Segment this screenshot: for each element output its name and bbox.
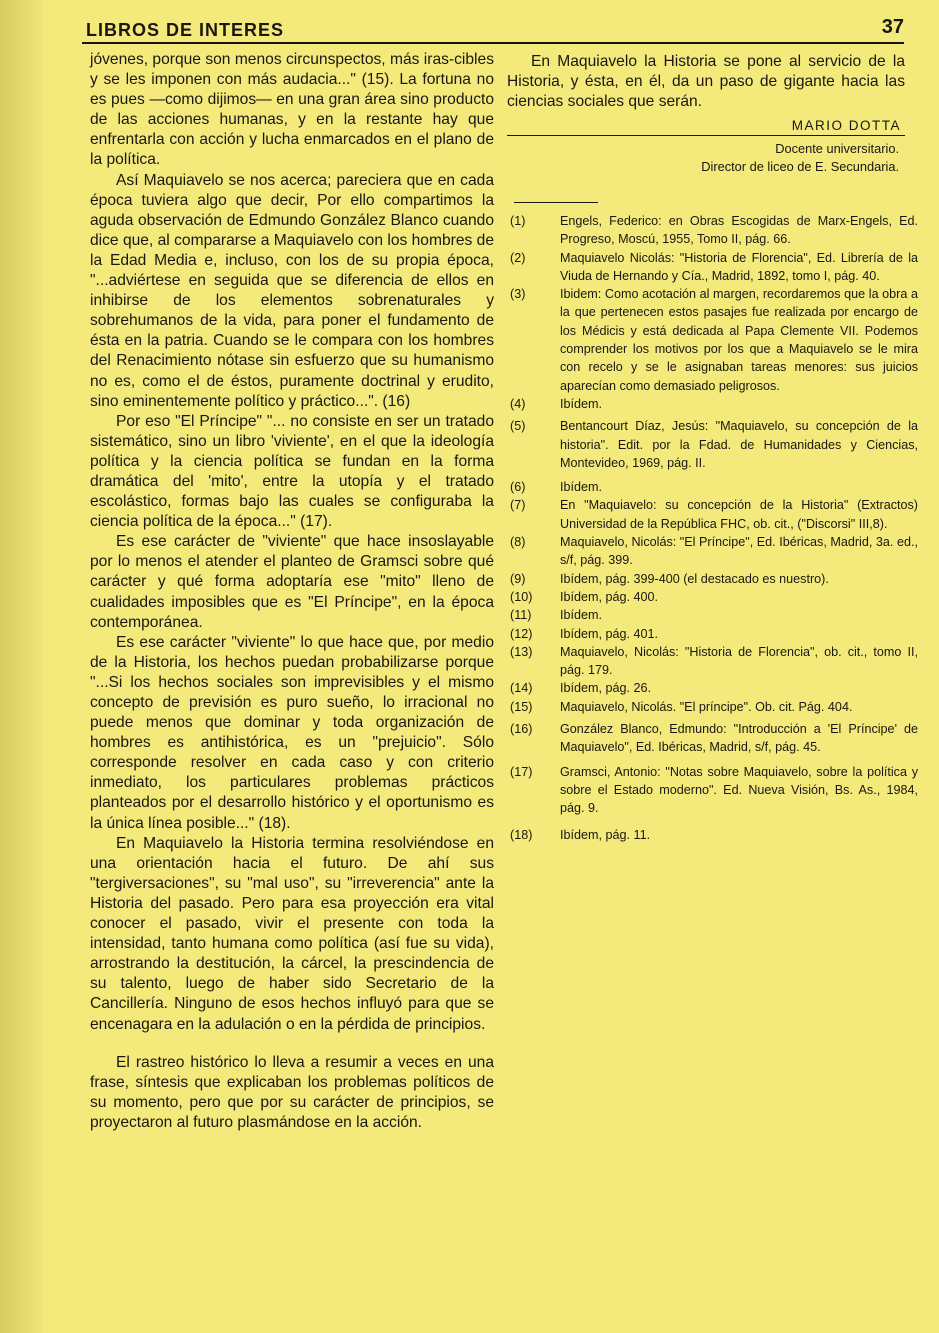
footnote xyxy=(510,643,918,680)
footnote-number: (4) xyxy=(510,396,526,411)
footnote-number: (13) xyxy=(510,644,533,659)
footnote-text: Ibídem, pág. 399-400 (el destacado es nuestro). xyxy=(560,571,829,586)
body-paragraph: El rastreo histórico lo lleva a resumir a veces en una frase, síntesis que explicaban los problemas políticos de su momento, pero que por su carácter de principios, se proyectaron al futuro plasmándose en la acción. xyxy=(90,1053,494,1131)
footnote-text: Ibidem: Como acotación al margen, recordaremos que la obra a la que pertenecen estos pasajes fue realizada por encargo de los Médicis y está dedicada al Papa Clemente VII. Podemos comprender los motivos por los que a Maquiavelo se le mira con recelo y se le asignaban tareas menores: sus juicios aparecían como demasiado peligrosos. xyxy=(560,287,918,393)
footnote xyxy=(510,533,918,570)
footnote-text: Engels, Federico: en Obras Escogidas de Marx-Engels, Ed. Progreso, Moscú, 1955, Tomo II, pág. 66. xyxy=(560,214,918,247)
footnote-text: Maquiavelo, Nicolás: "Historia de Florencia", ob. cit., tomo II, pág. 179. xyxy=(560,644,918,678)
footnote-text: Ibídem, pág. 26. xyxy=(560,681,652,696)
footnote-number: (17) xyxy=(510,764,533,779)
closing-paragraph: En Maquiavelo la Historia se pone al servicio de la Historia, y ésta, en él, da un paso de gigante hacia las ciencias sociales que serán. xyxy=(507,53,905,110)
footnote-number: (2) xyxy=(510,250,526,265)
footnote xyxy=(510,496,918,533)
author-title: Docente universitario. xyxy=(775,141,899,156)
footnote-text: Maquiavelo, Nicolás. "El príncipe". Ob. cit. Pág. 404. xyxy=(560,699,853,714)
section-title: LIBROS DE INTERES xyxy=(86,20,285,40)
footnote-text: Bentancourt Díaz, Jesús: "Maquiavelo, su concepción de la historia". Edit. por la Fdad. de Humanidades y Ciencias, Montevideo, 1969, pág. II. xyxy=(560,419,918,470)
footnote xyxy=(510,285,918,395)
author-name: MARIO DOTTA xyxy=(791,118,901,133)
footnote-number: (16) xyxy=(510,722,533,737)
footnote xyxy=(510,395,918,413)
footnote xyxy=(510,679,918,697)
footnote-number: (15) xyxy=(510,699,533,714)
footnote-number: (12) xyxy=(510,626,533,641)
footnote xyxy=(510,417,918,472)
footnote-text: Maquiavelo Nicolás: "Historia de Florencia", Ed. Librería de la Viuda de Hernando y Cía., Madrid, 1892, tomo I, pág. 40. xyxy=(560,250,918,283)
body-paragraph: Es ese carácter de "viviente" que hace insoslayable por lo menos el atender el planteo de Gramsci sobre qué carácter y qué forma adoptaría ese "mito" lleno de cualidades imposibles que es "El Príncipe", en la época contemporánea. xyxy=(90,533,494,631)
footnote-number: (6) xyxy=(510,480,526,495)
footnote-text: Maquiavelo, Nicolás: "El Príncipe", Ed. Ibéricas, Madrid, 3a. ed., s/f, pág. 399. xyxy=(560,535,918,568)
footnote xyxy=(510,478,918,496)
footnote xyxy=(510,570,918,588)
footnote xyxy=(510,249,918,286)
page-binding-shadow xyxy=(0,0,42,1333)
footnote xyxy=(510,720,918,757)
right-column xyxy=(507,52,905,176)
body-paragraph: jóvenes, porque son menos circunspectos, más iras-cibles y se les imponen con más audacia..." (15). La fortuna no es pues —como dijimos— en una gran área sino producto de las acciones humanas, y en la restante hay que enfrentarla con acción y lucha enmarcados en el plano de la política. xyxy=(90,51,494,169)
footnote-text: Ibídem, pág. 11. xyxy=(560,827,651,842)
notes-rule xyxy=(514,202,598,203)
body-paragraph: En Maquiavelo la Historia termina resolviéndose en una orientación hacia el futuro. De ahí sus "tergiversaciones", su "mal uso", su "irreverencia" ante la Historia del pasado. Pero para esa proyección era vital conocer el pasado, vivir el presente con toda la intensidad, tanto humana como política (así fue su vida), arrostrando la destitución, la cárcel, la prescindencia de su talento, luego de haber sido Secretario de la Cancillería. Ninguno de esos hechos influyó para que se encenagara en la adulación o en la pérdida de principios. xyxy=(90,834,494,1033)
footnote-text: Gramsci, Antonio: "Notas sobre Maquiavelo, sobre la política y sobre el Estado moderno". Ed. Nueva Visión, Bs. As., 1984, pág. 9. xyxy=(560,764,918,816)
footnotes-list xyxy=(510,212,918,844)
footnote-text: Ibídem, pág. 401. xyxy=(560,626,659,641)
footnote-text: González Blanco, Edmundo: "Introducción a 'El Príncipe' de Maquiavelo", Ed. Ibéricas, Madrid, s/f, pág. 45. xyxy=(560,722,918,755)
body-paragraph: Por eso "El Príncipe" "... no consiste en ser un tratado sistemático, sino un libro 'viviente', en el que la ideología política y la ciencia política se fundan en la forma dramática del 'mito', entre la utopía y el tratado escolástico, formas bajo las cuales se configuraba la ciencia política de la época..." (17). xyxy=(90,412,494,531)
footnote xyxy=(510,763,918,818)
footnote-number: (11) xyxy=(510,608,532,623)
footnote-number: (14) xyxy=(510,681,533,696)
footnote-number: (5) xyxy=(510,419,526,434)
footnote xyxy=(510,212,918,249)
footnote-number: (10) xyxy=(510,589,533,604)
footnote-number: (1) xyxy=(510,214,526,228)
footnote xyxy=(510,625,918,643)
footnote-text: Ibídem. xyxy=(560,396,602,411)
footnote-text: Ibídem. xyxy=(560,608,602,623)
footnote-number: (8) xyxy=(510,535,526,550)
footnote-text: Ibídem, pág. 400. xyxy=(560,589,659,604)
left-column xyxy=(90,50,494,1133)
footnote-number: (18) xyxy=(510,827,533,842)
footnote xyxy=(510,588,918,606)
footnote-text: En "Maquiavelo: su concepción de la Historia" (Extractos) Universidad de la República FHC, ob. cit., ("Discorsi" III,8). xyxy=(560,498,918,531)
footnote-text: Ibídem. xyxy=(560,480,602,495)
footnote xyxy=(510,826,918,844)
footnote xyxy=(510,606,918,624)
author-rule xyxy=(507,135,905,136)
page-number: 37 xyxy=(881,16,904,38)
page-header xyxy=(82,18,904,40)
header-rule xyxy=(82,42,904,44)
body-paragraph: Así Maquiavelo se nos acerca; pareciera que en cada época tuviera algo que decir, Por ello compartimos la aguda observación de Edmundo González Blanco cuando dice que, al compararse a Maquiavelo con los hombres de la Edad Media e, incluso, con los de su propia época, "...adviértese en seguida que se diferencia de ellos en inhibirse de los elementos sobrenaturales y sobrehumanos de la vida, para poner el fundamento de ésta en la patria. Cuando se le compara con los hombres del Renacimiento nótase sin esfuerzo que su humanismo no es, como el de éstos, puramente doctrinal y erudito, sino eminentemente político y práctico...". (16) xyxy=(90,171,494,410)
footnote-number: (9) xyxy=(510,571,526,586)
body-paragraph: Es ese carácter "viviente" lo que hace que, por medio de la Historia, los hechos puedan probabilizarse porque "...Si los hechos sociales son imprevisibles y el mismo concepto de previsión es puro sueño, lo irracional no puede menos que dominar y toda organización de hombres es antihistórica, es un "prejuicio". Sólo corresponde resolver en cada caso y con criterio inmediato, los particulares problemas prácticos planteados por el desarrollo histórico y el oportunismo es la única línea posible..." (18). xyxy=(90,633,494,832)
footnote-number: (7) xyxy=(510,498,526,513)
footnote xyxy=(510,698,918,716)
footnote-number: (3) xyxy=(510,287,526,302)
author-title: Director de liceo de E. Secundaria. xyxy=(701,159,899,174)
